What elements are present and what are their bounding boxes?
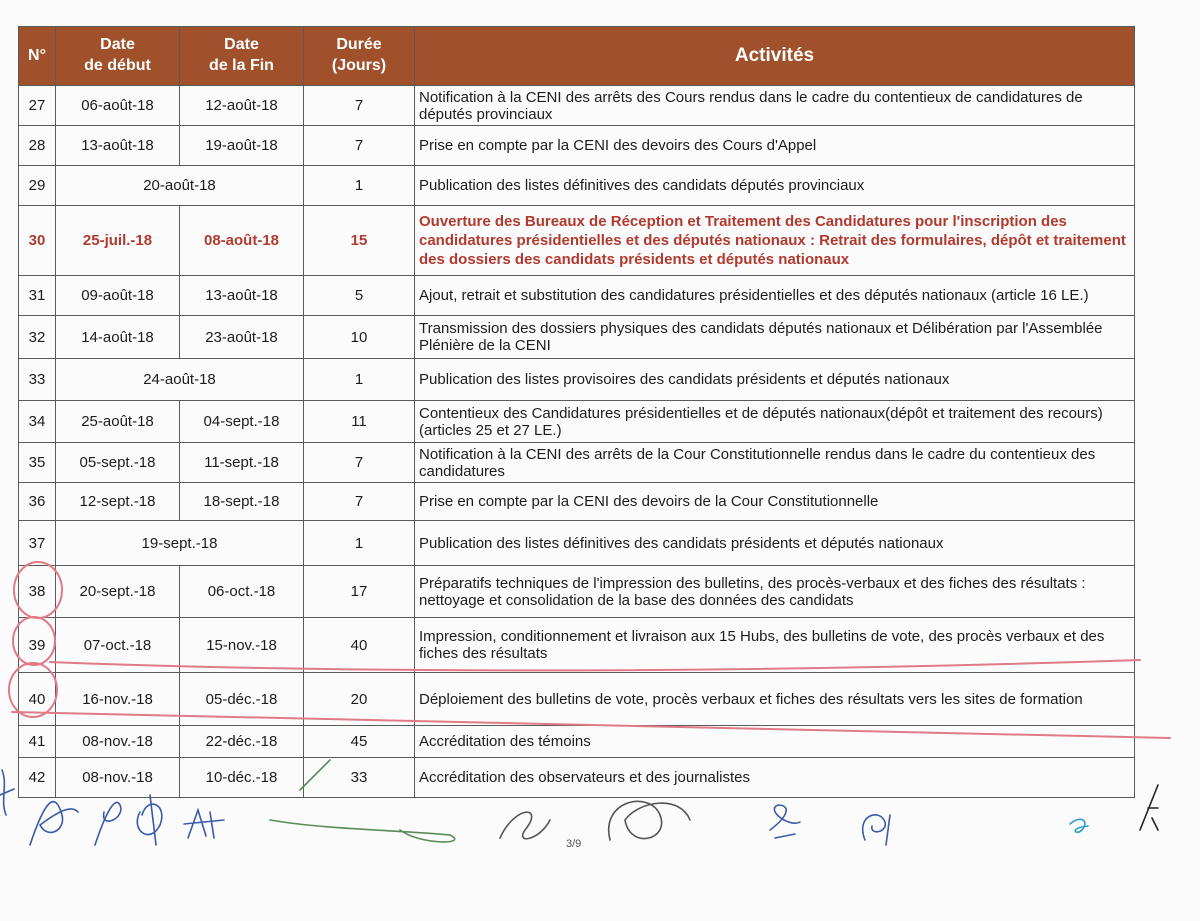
row-number: 33 (19, 359, 56, 401)
signature-11 (1070, 819, 1088, 832)
schedule-table (18, 26, 1135, 798)
header-duration-line-2: (Jours) (331, 57, 387, 74)
table-row (19, 726, 1135, 758)
row-activity: Impression, conditionnement et livraison aux 15 Hubs, des bulletins de vote, des procès verbaux et des fiches des résultats (415, 618, 1135, 673)
signature-8 (609, 801, 690, 840)
row-number: 35 (19, 443, 56, 483)
row-start-date: 16-nov.-18 (56, 673, 180, 726)
table-row (19, 758, 1135, 798)
row-duration: 1 (304, 359, 415, 401)
row-start-date: 20-sept.-18 (56, 566, 180, 618)
row-date: 24-août-18 (56, 359, 304, 401)
table-row (19, 316, 1135, 359)
row-end-date: 19-août-18 (180, 126, 304, 166)
row-activity: Déploiement des bulletins de vote, procès verbaux et fiches des résultats vers les sites de formation (415, 673, 1135, 726)
row-start-date: 09-août-18 (56, 276, 180, 316)
row-number: 28 (19, 126, 56, 166)
header-activities: Activités (415, 27, 1135, 86)
table-row (19, 483, 1135, 521)
signature-4 (137, 795, 162, 845)
row-start-date: 25-août-18 (56, 401, 180, 443)
row-duration: 11 (304, 401, 415, 443)
header-end-date (180, 27, 304, 86)
row-end-date: 23-août-18 (180, 316, 304, 359)
row-duration: 1 (304, 166, 415, 206)
table-row (19, 126, 1135, 166)
table-row (19, 401, 1135, 443)
table-row (19, 566, 1135, 618)
row-duration: 5 (304, 276, 415, 316)
signature-9 (770, 805, 800, 838)
row-duration: 45 (304, 726, 415, 758)
signature-7 (500, 812, 550, 839)
row-duration: 7 (304, 443, 415, 483)
row-number: 39 (19, 618, 56, 673)
table-row (19, 618, 1135, 673)
row-end-date: 05-déc.-18 (180, 673, 304, 726)
row-start-date: 13-août-18 (56, 126, 180, 166)
row-activity: Préparatifs techniques de l'impression des bulletins, des procès-verbaux et des fiches des résultats : nettoyage et consolidation de la base des données des candidats (415, 566, 1135, 618)
row-activity: Accréditation des témoins (415, 726, 1135, 758)
signature-10 (863, 815, 890, 845)
signature-5 (184, 810, 224, 838)
row-number: 36 (19, 483, 56, 521)
header-number: N° (19, 27, 56, 86)
row-duration: 7 (304, 483, 415, 521)
row-number: 40 (19, 673, 56, 726)
row-end-date: 18-sept.-18 (180, 483, 304, 521)
row-duration: 7 (304, 126, 415, 166)
table-row (19, 443, 1135, 483)
row-activity: Prise en compte par la CENI des devoirs de la Cour Constitutionnelle (415, 483, 1135, 521)
row-start-date: 07-oct.-18 (56, 618, 180, 673)
table-row-highlighted (19, 206, 1135, 276)
row-start-date: 08-nov.-18 (56, 758, 180, 798)
table-row (19, 359, 1135, 401)
row-end-date: 22-déc.-18 (180, 726, 304, 758)
row-number: 37 (19, 521, 56, 566)
row-activity: Transmission des dossiers physiques des candidats députés nationaux et Délibération par l'Assemblée Plénière de la CENI (415, 316, 1135, 359)
row-duration: 1 (304, 521, 415, 566)
row-activity: Ajout, retrait et substitution des candidatures présidentielles et des députés nationaux (article 16 LE.) (415, 276, 1135, 316)
row-number: 30 (19, 206, 56, 276)
row-duration: 33 (304, 758, 415, 798)
row-activity: Publication des listes définitives des candidats députés provinciaux (415, 166, 1135, 206)
row-duration: 10 (304, 316, 415, 359)
row-start-date: 08-nov.-18 (56, 726, 180, 758)
row-duration: 15 (304, 206, 415, 276)
row-activity: Publication des listes définitives des candidats présidents et députés nationaux (415, 521, 1135, 566)
row-duration: 20 (304, 673, 415, 726)
row-number: 42 (19, 758, 56, 798)
row-number: 31 (19, 276, 56, 316)
table-row (19, 86, 1135, 126)
header-duration-line-1: Durée (336, 36, 382, 54)
header-start-line-1: Date (100, 36, 135, 54)
row-end-date: 11-sept.-18 (180, 443, 304, 483)
row-start-date: 14-août-18 (56, 316, 180, 359)
row-activity: Notification à la CENI des arrêts de la Cour Constitutionnelle rendus dans le cadre du contentieux des candidatures (415, 443, 1135, 483)
table-row (19, 276, 1135, 316)
row-number: 41 (19, 726, 56, 758)
row-end-date: 12-août-18 (180, 86, 304, 126)
header-end-line-2: de la Fin (209, 57, 274, 74)
table-header-row (19, 27, 1135, 86)
row-end-date: 10-déc.-18 (180, 758, 304, 798)
row-end-date: 15-nov.-18 (180, 618, 304, 673)
row-activity: Notification à la CENI des arrêts des Cours rendus dans le cadre du contentieux de candidatures de députés provinciaux (415, 86, 1135, 126)
header-end-line-1: Date (224, 36, 259, 54)
row-date: 19-sept.-18 (56, 521, 304, 566)
signature-12 (1140, 785, 1158, 830)
row-activity: Ouverture des Bureaux de Réception et Traitement des Candidatures pour l'inscription des candidatures présidentielles et des députés nationaux : Retrait des formulaires, dépôt et traitement des dossiers des candidats présidents et députés nationaux (415, 206, 1135, 276)
row-end-date: 06-oct.-18 (180, 566, 304, 618)
row-start-date: 06-août-18 (56, 86, 180, 126)
row-date: 20-août-18 (56, 166, 304, 206)
row-start-date: 25-juil.-18 (56, 206, 180, 276)
row-end-date: 04-sept.-18 (180, 401, 304, 443)
signature-3 (95, 802, 121, 845)
row-number: 29 (19, 166, 56, 206)
table-row (19, 673, 1135, 726)
header-start-date (56, 27, 180, 86)
row-activity: Contentieux des Candidatures présidentielles et de députés nationaux(dépôt et traitement des recours) (articles 25 et 27 LE.) (415, 401, 1135, 443)
row-duration: 40 (304, 618, 415, 673)
row-start-date: 12-sept.-18 (56, 483, 180, 521)
row-number: 34 (19, 401, 56, 443)
row-start-date: 05-sept.-18 (56, 443, 180, 483)
row-activity: Publication des listes provisoires des candidats présidents et députés nationaux (415, 359, 1135, 401)
row-number: 38 (19, 566, 56, 618)
row-activity: Prise en compte par la CENI des devoirs des Cours d'Appel (415, 126, 1135, 166)
row-activity: Accréditation des observateurs et des journalistes (415, 758, 1135, 798)
header-duration (304, 27, 415, 86)
signature-2 (30, 802, 78, 845)
signature-1 (0, 770, 14, 815)
row-number: 27 (19, 86, 56, 126)
row-number: 32 (19, 316, 56, 359)
row-end-date: 13-août-18 (180, 276, 304, 316)
table-row (19, 521, 1135, 566)
table-row (19, 166, 1135, 206)
row-end-date: 08-août-18 (180, 206, 304, 276)
row-duration: 17 (304, 566, 415, 618)
row-duration: 7 (304, 86, 415, 126)
header-start-line-2: de début (84, 57, 151, 74)
page-number: 3/9 (566, 838, 582, 850)
